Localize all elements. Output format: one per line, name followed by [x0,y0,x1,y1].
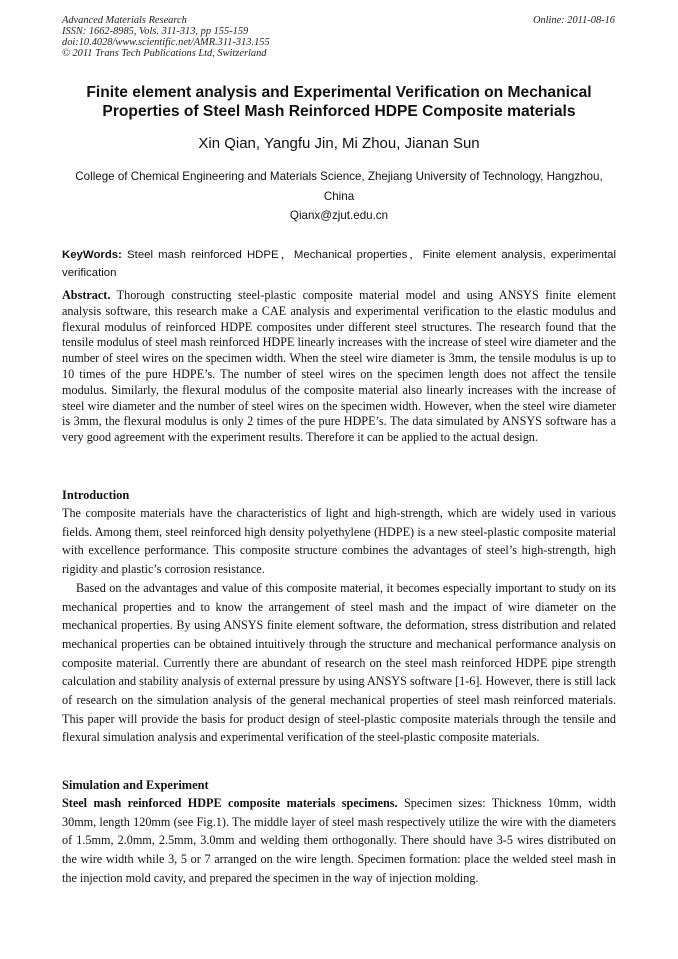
journal-header [62,15,270,59]
keywords-block [62,247,616,282]
issn-line: ISSN: 1662-8985, Vols. 311-313, pp 155-159 [62,26,249,37]
introduction-paragraph-2: Based on the advantages and value of this composite material, it becomes especially important to study on its mechanical properties and to know the arrangement of steel mash and the impact of wire diameter on the mechanical properties. By using ANSYS finite element software, the deformation, stress distribution and related mechanical properties can be obtained intuitively through the structure and mechanical performance analysis on composite material. Currently there are abundant of research on the steel mash reinforced HDPE pipe strength calculation and stability analysis of external pressure by using ANSYS software [1-6]. However, there is still lack of research on the simulation analysis of the general mechanical properties of steel mash reinforced materials. This paper will provide the basis for product design of steel-plastic composite materials through the tensile and flexural simulation analysis and experimental verification of the steel-plastic composite materials. [62,580,616,745]
author-email: Qianx@zjut.edu.cn [289,209,389,222]
simulation-heading: Simulation and Experiment [62,778,209,792]
specimens-text: Specimen sizes: Thickness 10mm, width 30mm, length 120mm (see Fig.1). The middle layer of steel mash respectively utilize the wire with the diameters of 1.5mm, 2.0mm, 2.5mm, 3.0mm and welding them orthogonally. There should have 3-5 wires distributed on the wire width while 3, 5 or 7 arranged on the wire length. Specimen formation: place the welded steel mash in the injection mold cavity, and prepared the specimen in the way of injection molding. [62,796,616,885]
author-list: Xin Qian, Yangfu Jin, Mi Zhou, Jianan Sun [198,135,480,152]
simulation-body [62,794,616,888]
keywords-label: KeyWords: [62,249,122,261]
abstract-block [62,288,616,446]
introduction-heading: Introduction [62,488,130,502]
abstract-text: Thorough constructing steel-plastic composite material model and using ANSYS finite element analysis software, this research make a CAE analysis and experimental verification to the elastic modulus and flexural modulus of reinforced HDPE composites under different steel structures. The research found that the tensile modulus of steel mash reinforced HDPE linearly increases with the increase of steel wire diameter and the number of steel wires on the specimen width. When the steel wire diameter is 3mm, the tensile modulus is up to 10 times of the pure HDPE’s. The number of steel wires on the specimen length does not affect the tensile modulus. Similarly, the flexural modulus of the composite material also linearly increases with the increase of steel wire diameter and the number of steel wires on the specimen width. However, when the steel wire diameter is 3mm, the flexural modulus is only 2 times of the pure HDPE’s. The data simulated by ANSYS software has a very good agreement with the experiment results. Therefore it can be applied to the actual design. [62,288,616,445]
specimens-runin-heading: Steel mash reinforced HDPE composite materials specimens. [62,796,398,810]
keywords-text: Steel mash reinforced HDPE，Mechanical properties，Finite element analysis, experimental verification [62,249,616,279]
introduction-paragraph-1: The composite materials have the characteristics of light and high-strength, which are widely used in various fields. Among them, steel reinforced high density polyethylene (HDPE) is a new steel-plastic composite material with excellence performance. This composite structure combines the advantages of steel’s high-strength, high rigidity and plastic’s corrosion resistance. [62,506,616,577]
online-date: Online: 2011-08-16 [532,15,615,26]
copyright-line: © 2011 Trans Tech Publications Ltd, Switzerland [62,48,267,59]
simulation-paragraph [62,794,616,888]
doi-line: doi:10.4028/www.scientific.net/AMR.311-313.155 [62,37,270,48]
affiliation: College of Chemical Engineering and Materials Science, Zhejiang University of Technology, Hangzhou, China [75,170,603,203]
journal-name: Advanced Materials Research [62,15,187,26]
introduction-body [62,504,616,747]
abstract-label: Abstract. [62,288,111,302]
paper-title: Finite element analysis and Experimental Verification on Mechanical Properties of Steel Mash Reinforced HDPE Composite materials [86,84,592,120]
